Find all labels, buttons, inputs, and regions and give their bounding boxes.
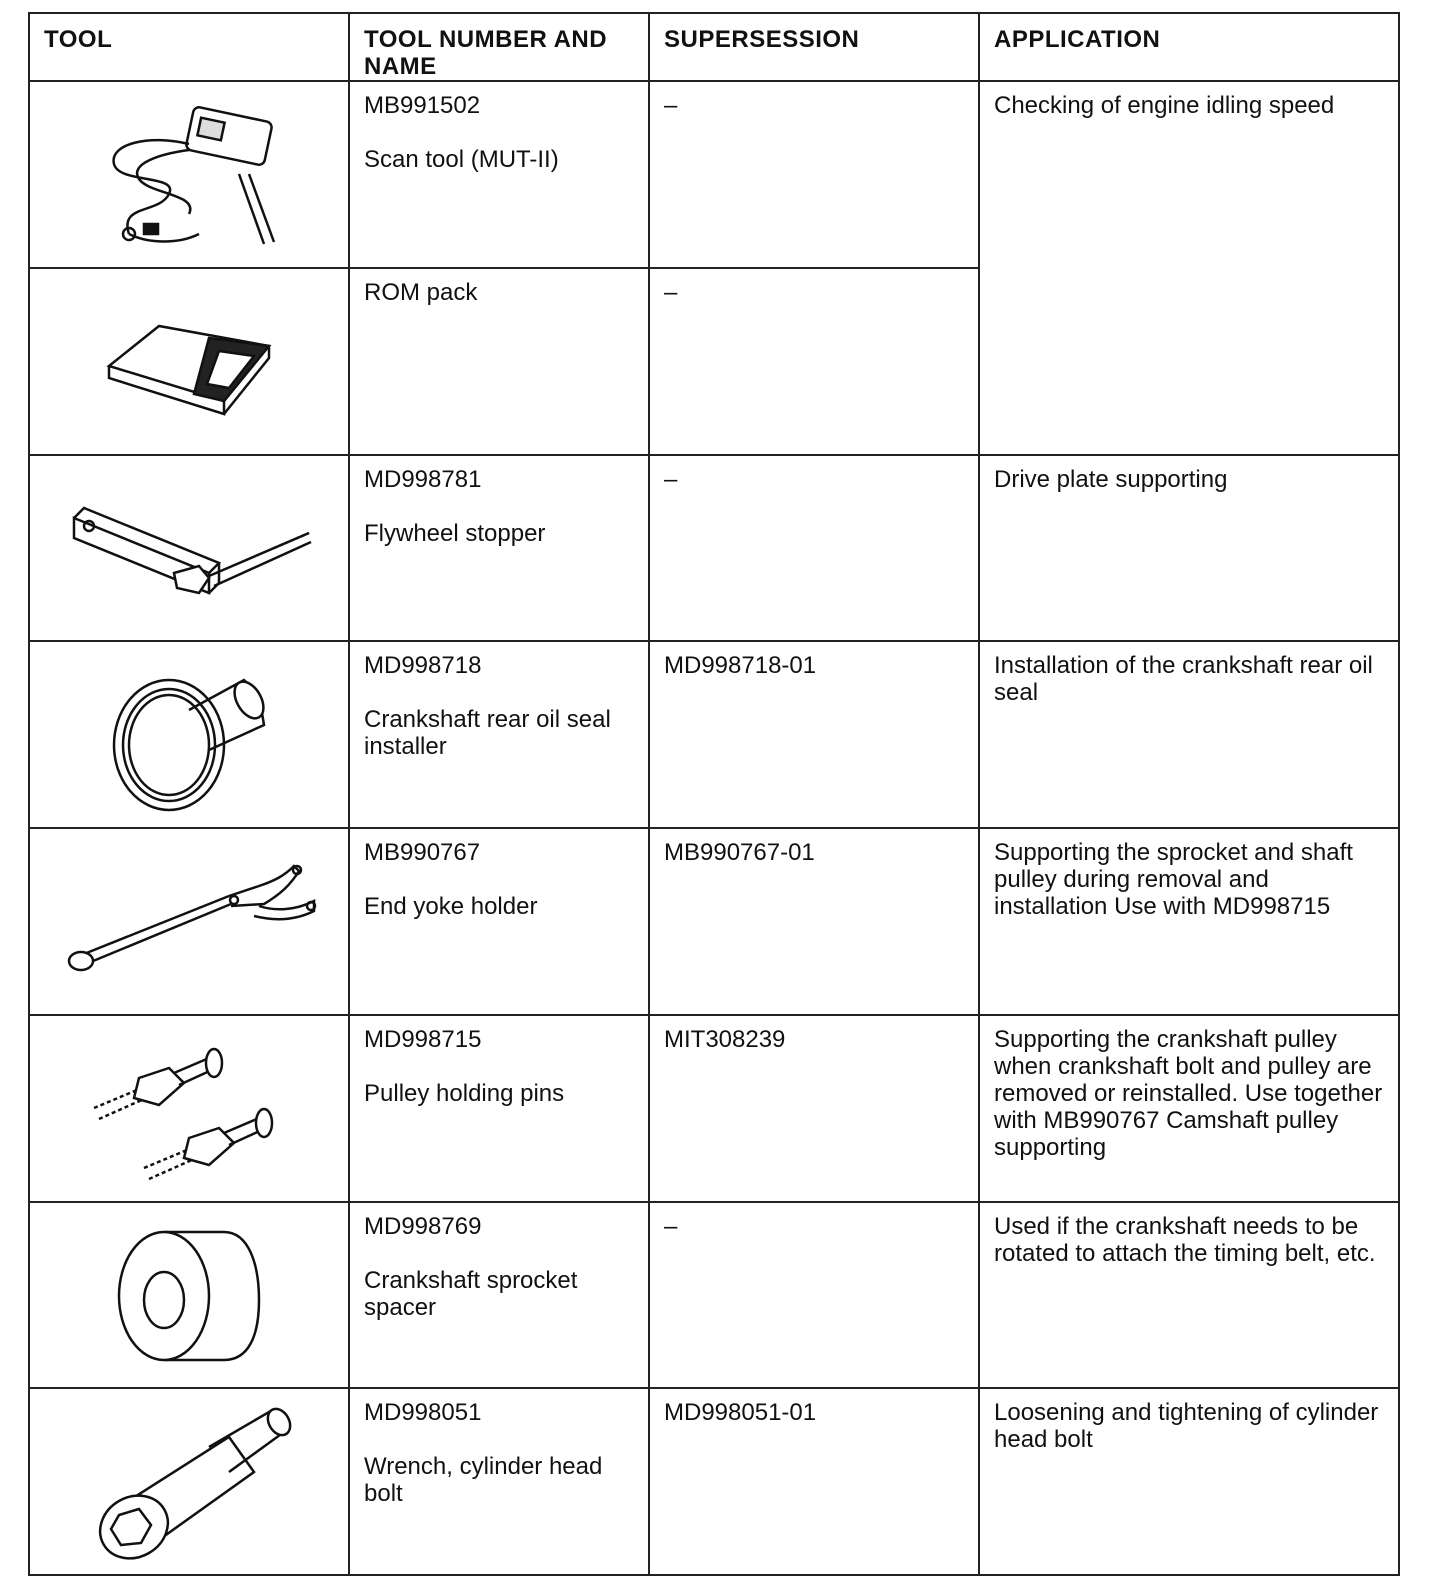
tool-image-cell — [29, 1202, 349, 1389]
tool-image-cell — [29, 268, 349, 455]
supersession-cell: MIT308239 — [649, 1015, 979, 1202]
scan-tool-icon — [89, 94, 289, 254]
table-row — [29, 1202, 1399, 1389]
table-row — [29, 828, 1399, 1015]
tool-number: MB991502 — [364, 92, 481, 119]
tool-number: MB990767 — [364, 839, 481, 866]
header-row — [29, 13, 1399, 81]
supersession-cell: – — [649, 268, 979, 455]
tool-image-cell — [29, 641, 349, 828]
table-row — [29, 1015, 1399, 1202]
tool-image-cell — [29, 81, 349, 268]
tool-number-name-cell — [349, 828, 649, 1015]
tool-number: MD998051 — [364, 1399, 482, 1427]
supersession-cell: MB990767-01 — [649, 828, 979, 1015]
header-supersession: SUPERSESSION — [649, 13, 979, 81]
flywheel-stopper-icon — [59, 478, 319, 618]
supersession-cell: MD998718-01 — [649, 641, 979, 828]
tool-number: MD998718 — [364, 652, 482, 680]
special-tools-table — [28, 12, 1400, 1576]
supersession-cell: – — [649, 455, 979, 642]
tool-number-name-cell — [349, 1202, 649, 1389]
tool-number-name-cell — [349, 455, 649, 642]
application-cell: Drive plate supporting — [979, 455, 1399, 642]
oil-seal-installer-icon — [104, 655, 274, 815]
table-row — [29, 1388, 1399, 1575]
tool-image-cell — [29, 455, 349, 642]
tool-name: ROM pack — [364, 278, 478, 306]
application-cell: Loosening and tightening of cylinder head bolt — [979, 1388, 1399, 1575]
tool-name: Pulley holding pins — [364, 1079, 565, 1107]
tool-number-name-cell — [349, 1015, 649, 1202]
tool-name: End yoke holder — [364, 893, 538, 920]
tool-number: MD998781 — [364, 465, 482, 493]
tool-image-cell — [29, 1015, 349, 1202]
header-application: APPLICATION — [979, 13, 1399, 81]
table-row — [29, 81, 1399, 268]
tool-number-name-cell — [349, 81, 649, 268]
cylinder-head-wrench-icon — [79, 1397, 299, 1567]
supersession-cell: MD998051-01 — [649, 1388, 979, 1575]
tool-number: MD998769 — [364, 1212, 482, 1240]
end-yoke-holder-icon — [59, 856, 319, 986]
supersession-cell: – — [649, 81, 979, 268]
application-cell: Supporting the sprocket and shaft pulley during removal and installation Use with MD998715 — [979, 828, 1399, 1015]
tool-name: Crankshaft sprocket spacer — [364, 1266, 578, 1321]
table-row — [29, 641, 1399, 828]
tool-name: Scan tool (MUT-II) — [364, 146, 559, 173]
rom-pack-icon — [89, 296, 289, 426]
supersession-cell: – — [649, 1202, 979, 1389]
tool-image-cell — [29, 828, 349, 1015]
application-cell: Installation of the crankshaft rear oil seal — [979, 641, 1399, 828]
tool-number-name-cell — [349, 641, 649, 828]
tool-image-cell — [29, 1388, 349, 1575]
tool-number: MD998715 — [364, 1025, 482, 1053]
tool-name: Flywheel stopper — [364, 519, 546, 547]
tool-number-name-cell — [349, 1388, 649, 1575]
application-cell: Used if the crankshaft needs to be rotated to attach the timing belt, etc. — [979, 1202, 1399, 1389]
application-cell: Supporting the crankshaft pulley when crankshaft bolt and pulley are removed or reinstalled. Use together with MB990767 Camshaft pulley supporting — [979, 1015, 1399, 1202]
sprocket-spacer-icon — [109, 1220, 269, 1370]
tool-number-name-cell — [349, 268, 649, 455]
tool-name: Wrench, cylinder head bolt — [364, 1453, 603, 1508]
pulley-holding-pins-icon — [79, 1033, 299, 1183]
tool-name: Crankshaft rear oil seal installer — [364, 706, 611, 761]
header-tool: TOOL — [29, 13, 349, 81]
application-cell: Checking of engine idling speed — [979, 81, 1399, 455]
table-row — [29, 455, 1399, 642]
header-number-name: TOOL NUMBER AND NAME — [349, 13, 649, 81]
